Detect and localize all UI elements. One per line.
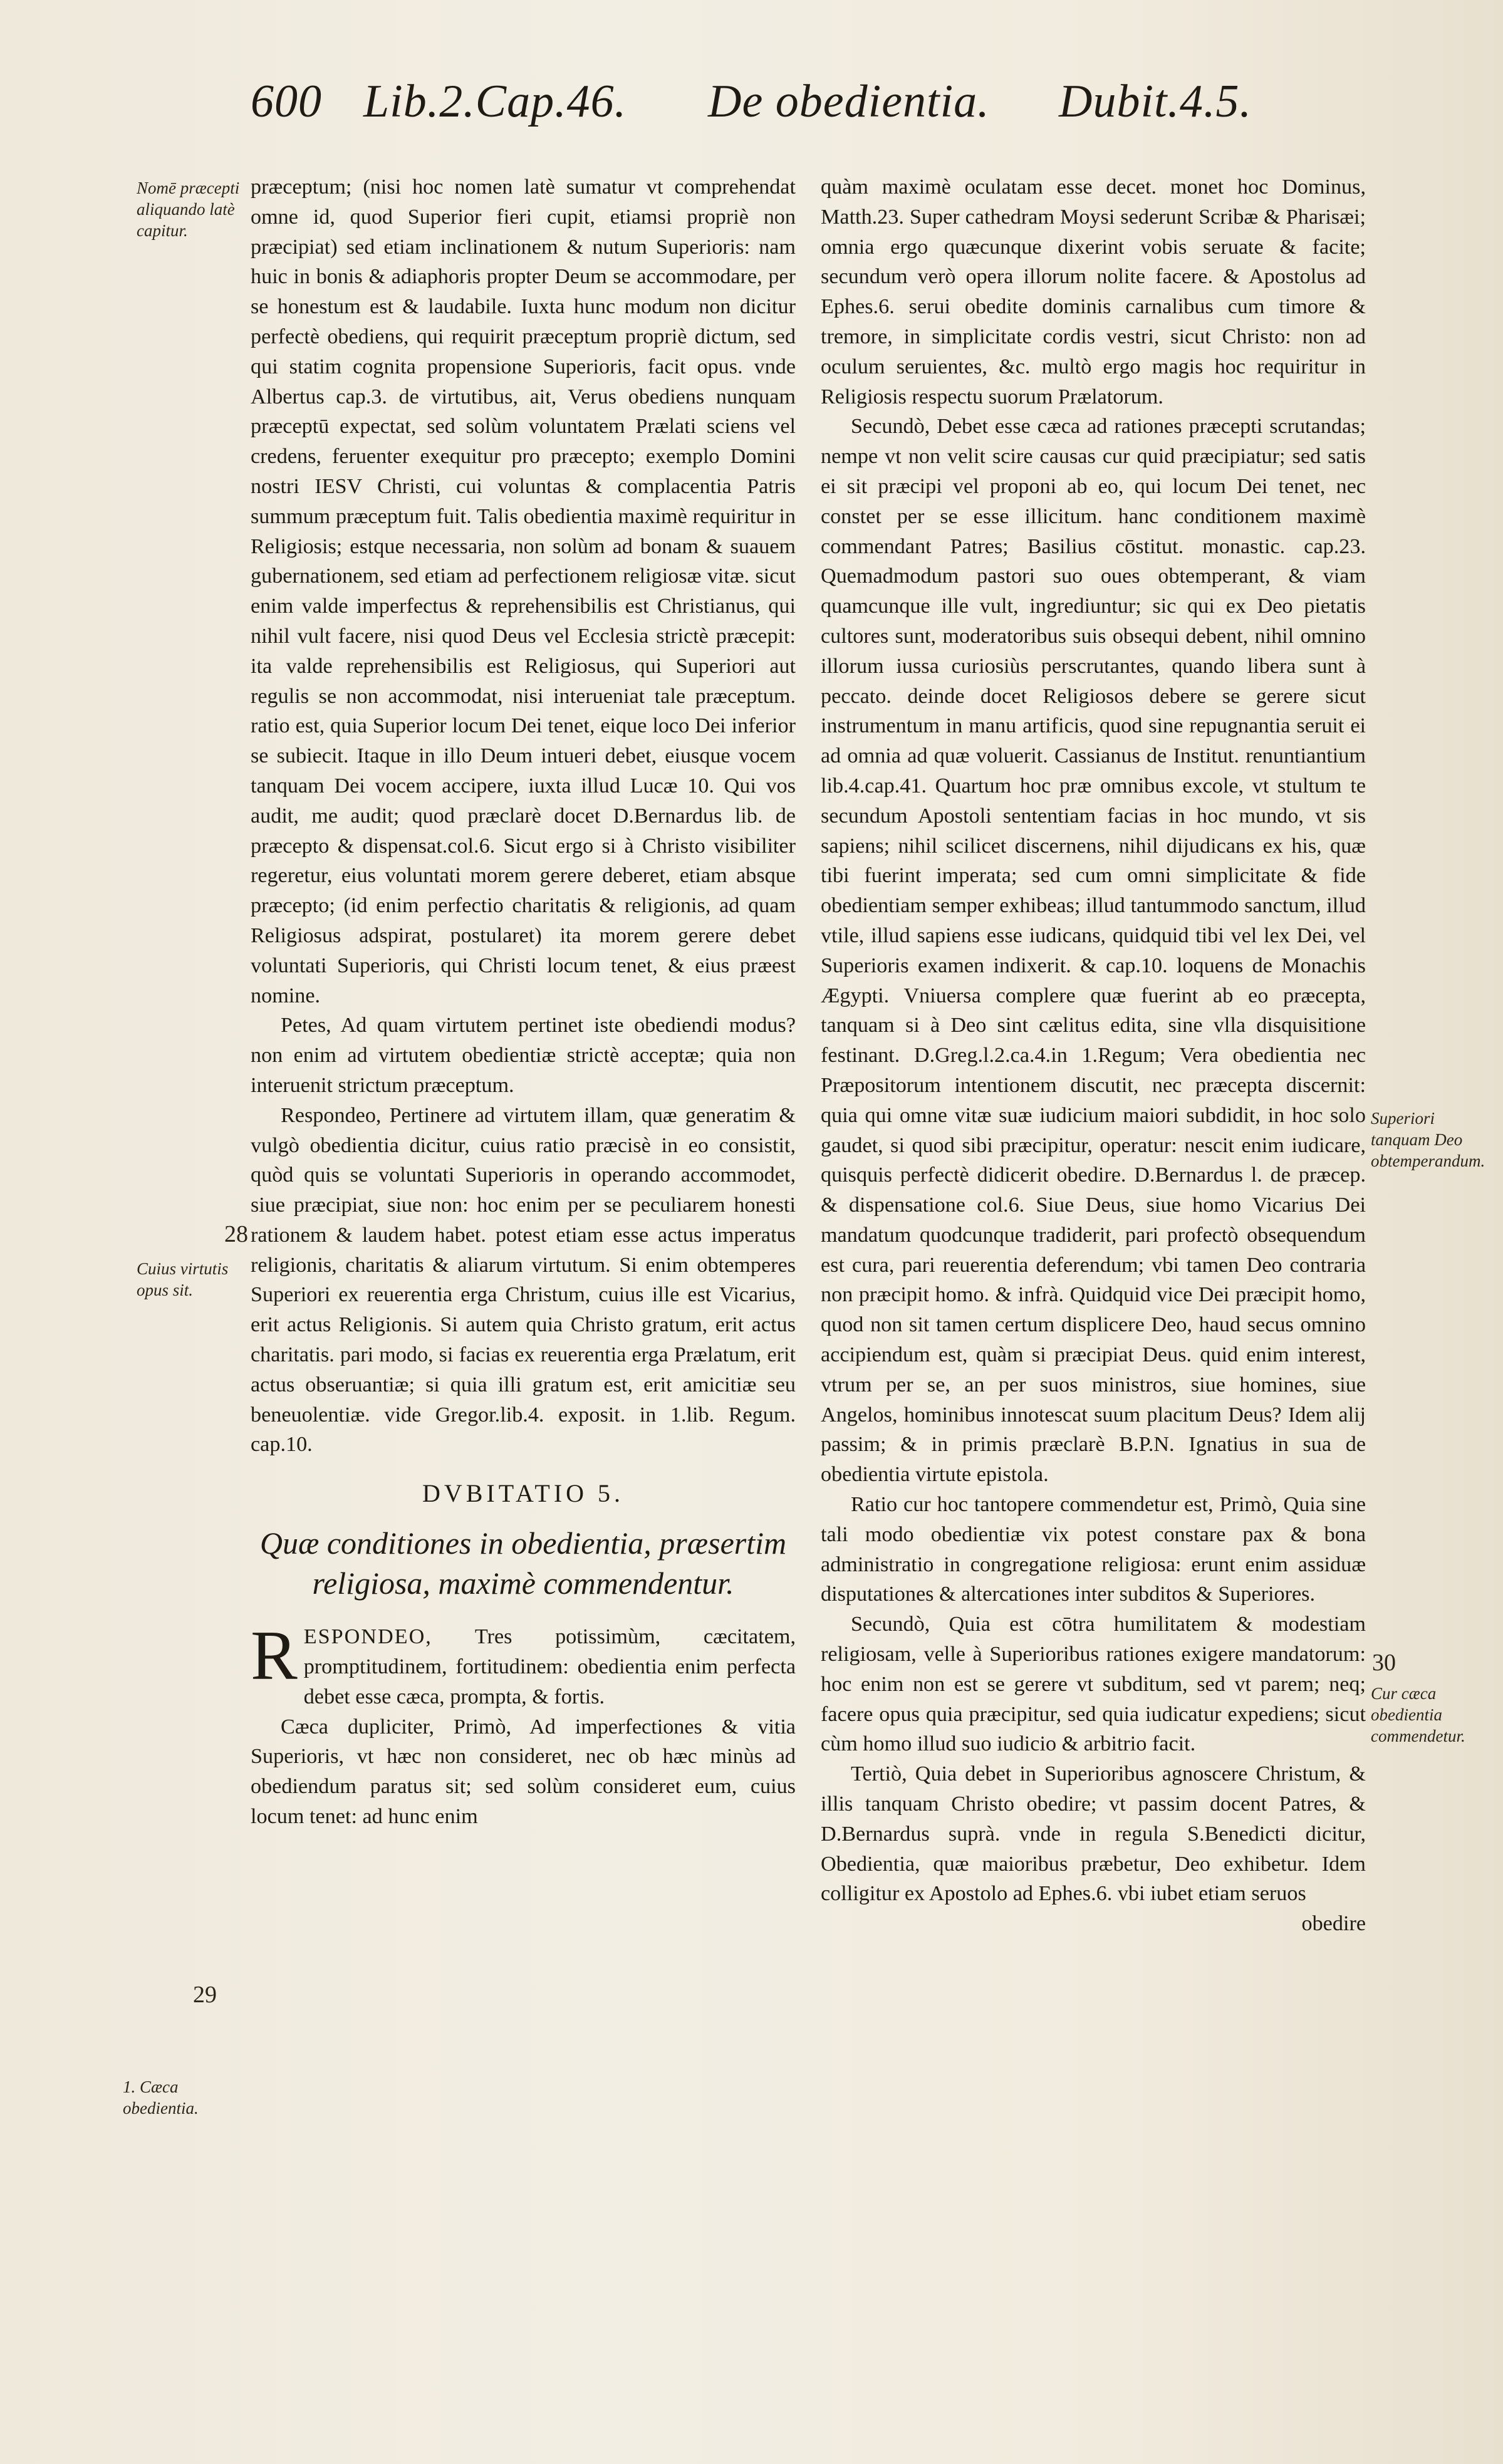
paragraph-number-30: 30 bbox=[1372, 1650, 1396, 1676]
dubitatio-subtitle: Quæ conditiones in obedientia, præsertim religiosa, maximè commendentur. bbox=[259, 1526, 787, 1601]
respondeo-word: ESPONDEO, bbox=[303, 1625, 432, 1649]
right-paragraph-secundo-2: Secundò, Quia est cōtra humilitatem & modestiam religiosam, velle à Superioribus rationes exigere mandatorum: hoc enim non est se gerere vt subditum, sed vt parem; neq; facere opus quia præcipitur, sed quia iudicatur expediens; sicut cùm homo illud suo iudicio & arbitrio facit. bbox=[821, 1613, 1366, 1756]
margin-note-cur-caeca: Cur cæca obedientia commendetur. bbox=[1371, 1684, 1465, 1745]
left-paragraph-respondeo: Respondeo, Pertinere ad virtutem illam, quæ generatim & vulgò obedientia dicitur, cuius ratio præcisè in eo consistit, quòd quis se voluntati Superioris in operando accommodet, siue præcipiat, siue non: hoc enim per se peculiarem honesti rationem & laudem habet. potest etiam esse actus imperatus religionis, charitatis & aliarum virtutum. Si enim obtemperes Superiori ex reuerentia erga Christum, cuius ille est Vicarius, erit actus Religionis. Si autem quia Christo gratum, erit actus charitatis. pari modo, si facias ex reuerentia erga Prælatum, erit actus obseruantiæ; si quia illi gratum est, erit amicitiæ seu beneuolentiæ. vide Gregor.lib.4. exposit. in 1.lib. Regum. cap.10. bbox=[251, 1103, 796, 1457]
book-chapter: Lib.2.Cap.46. bbox=[363, 76, 627, 127]
page-number: 600 bbox=[251, 76, 322, 127]
catchword: obedire bbox=[1301, 1912, 1366, 1936]
right-column bbox=[821, 172, 1366, 1939]
topic-title: De obedientia. bbox=[708, 76, 990, 127]
paragraph-number-28: 28 bbox=[224, 1221, 248, 1247]
right-paragraph-1: quàm maximè oculatam esse decet. monet hoc Dominus, Matth.23. Super cathedram Moysi sederunt Scribæ & Pharisæi; omnia ergo quæcunque dixerint vobis seruate & facite; secundum verò opera illorum nolite facere. & Apostolus ad Ephes.6. serui obedite dominis carnalibus cum timore & tremore, in simplicitate cordis vestri, sicut Christo: non ad oculum seruientes, &c. multò ergo magis hoc requiritur in Religiosis respectu suorum Prælatorum. bbox=[821, 175, 1366, 408]
left-paragraph-responsio bbox=[251, 1617, 796, 1712]
left-paragraph-1: præceptum; (nisi hoc nomen latè sumatur vt comprehendat omne id, quod Superior fieri cupit, etiamsi propriè non præcipiat) sed etiam inclinationem & nutum Superioris: nam huic in bonis & adiaphoris propter Deum se accommodare, per se honestum est & laudabile. Iuxta hunc modum non dicitur perfectè obediens, qui requirit præceptum propriè dictum, sed qui statim cognita propensione Superioris, facit opus. vnde Albertus cap.3. de virtutibus, ait, Verus obediens nunquam præceptū expectat, sed solùm voluntatem Prælati sciens vel credens, feruenter exequitur pro præcepto; exemplo Domini nostri IESV Christi, cui voluntas & complacentia Patris summum præceptum fuit. Talis obedientia maximè requiritur in Religiosis; estque necessaria, non solùm ad bonam & suauem gubernationem, sed etiam ad perfectionem religiosæ vitæ. sicut enim valde imperfectus & reprehensibilis est Christianus, qui nihil vult facere, nisi quod Deus vel Ecclesia strictè præcepit: ita valde reprehensibilis est Religiosus, qui Superiori aut regulis se non accommodat, nisi interueniat tale præceptum. ratio est, quia Superior locum Dei tenet, eique loco Dei inferior se subiecit. Itaque in illo Deum intueri debet, eiusque vocem tanquam Dei vocem accipere, iuxta illud Lucæ 10. Qui vos audit, me audit; quod præclarè docet D.Bernardus lib. de præcepto & dispensat.col.6. Sicut ergo si à Christo visibiliter regeretur, eius voluntati morem gerere deberet, etiam absque præcepto; (id enim perfectio charitatis & religionis, ad quam Religiosus adspirat, postularet) ita morem gerere debet voluntati Superioris, qui Christi locum tenet, & eius præest nomine. bbox=[251, 175, 796, 1007]
right-paragraph-tertio: Tertiò, Quia debet in Superioribus agnoscere Christum, & illis tanquam Christo obedire; vt passim docent Patres, & D.Bernardus suprà. vnde in regula S.Benedicti dicitur, Obedientia, quæ maioribus præbetur, Deo exhibetur. Idem colligitur ex Apostolo ad Ephes.6. vbi iubet etiam seruos bbox=[821, 1762, 1366, 1906]
right-paragraph-secundo: Secundò, Debet esse cæca ad rationes præcepti scrutandas; nempe vt non velit scire causas cur quid præcipiatur; sed satis ei sit præcipi vel proponi ab eo, qui locum Dei tenet, nec constet per se esse illicitum. hanc conditionem maximè commendant Patres; Basilius cōstitut. monastic. cap.23. Quemadmodum pastori suo oues obtemperant, & viam quamcunque ille vult, ingrediuntur; sic qui ex Deo pietatis cultores sunt, moderatoribus suis obsequi debent, nihil omnino illorum iussa curiosiùs perscrutantes, quando libera sunt à peccato. deinde docet Religiosos debere se gerere sicut instrumentum in manu artificis, quod sine repugnantia seruit ei ad omnia ad quæ voluerit. Cassianus de Institut. renuntiantium lib.4.cap.41. Quartum hoc præ omnibus excole, vt stultum te secundum Apostoli sententiam facias in hoc mundo, vt sis sapiens; nihil scilicet discernens, nihil dijudicans ex his, quæ tibi fuerint imperata; sed cum omni simplicitate & fide obedientiam semper exhibeas; illud tantummodo sanctum, illud vtile, illud sapiens esse iudicans, quidquid tibi vel lex Dei, vel Superioris examen indixerit. & cap.10. loquens de Monachis Ægypti. Vniuersa complere quæ fuerint ab eo præcepta, tanquam si à Deo sint cælitus edita, sine vlla disquisitione festinant. D.Greg.l.2.ca.4.in 1.Regum; Vera obedientia nec Præpositorum intentionem discutit, nec præcepta discernit: quia qui omne vitæ suæ iudicium maiori subdidit, in hoc solo gaudet, si quod sibi præcipitur, operatur: nescit enim iudicare, quisquis perfectè didicerit obedire. D.Bernardus l. de præcep. & dispensatione col.6. Siue Deus, siue homo Vicarius Dei mandatum quodcunque tradiderit, pari profectò obsequendum est cura, pari reuerentia deferendum; vbi tamen Deo contraria non præcipit homo. & infrà. Quidquid vice Dei præcipit homo, quod non sit tamen certum displicere Deo, haud secus omnino accipiendum est, quàm si præcipiat Deus. quid enim interest, vtrum per se, an per suos ministros, siue homines, siue Angelos, hominibus innotescat suum placitum Deus? Idem alij passim; & in primis præclarè B.P.N. Ignatius in sua de obedientia virtute epistola. bbox=[821, 415, 1366, 1487]
left-paragraph-caeca: Cæca dupliciter, Primò, Ad imperfectiones & vitia Superioris, vt hæc non consideret, nec ob hæc minùs ad obediendum paratus sit; sed solùm consideret eum, cuius locum tenet: ad hunc enim bbox=[251, 1715, 796, 1829]
drop-cap: R bbox=[251, 1617, 298, 1695]
margin-note-superiori: Superiori tanquam Deo obtemperandum. bbox=[1371, 1109, 1485, 1170]
paragraph-number-29: 29 bbox=[193, 1982, 217, 2008]
margin-note-praecepti: Nomē præcepti aliquando latè capitur. bbox=[137, 179, 240, 240]
dubitatio-heading: DVBITATIO 5. bbox=[422, 1479, 625, 1508]
left-paragraph-petes: Petes, Ad quam virtutem pertinet iste obediendi modus? non enim ad virtutem obedientiæ strictè acceptæ; quia non interuenit strictum præceptum. bbox=[251, 1014, 796, 1097]
dubitatio-label: Dubit.4.5. bbox=[1059, 76, 1252, 127]
right-paragraph-ratio: Ratio cur hoc tantopere commendetur est, Primò, Quia sine tali modo obedientiæ vix potest constare pax & bona administratio in congregatione religiosa: erunt enim assiduæ disputationes & altercationes inter subditos & Superiores. bbox=[821, 1493, 1366, 1606]
margin-note-cuius-virtutis: Cuius virtutis opus sit. bbox=[137, 1259, 229, 1299]
left-column bbox=[251, 172, 796, 1832]
responsio-text: Tres potissimùm, cæcitatem, promptitudinem, fortitudinem: obedientia enim perfecta debet esse cæca, prompta, & fortis. bbox=[303, 1625, 796, 1708]
margin-note-caeca-obedientia: 1. Cæca obedientia. bbox=[123, 2077, 199, 2118]
running-header bbox=[251, 75, 1278, 150]
